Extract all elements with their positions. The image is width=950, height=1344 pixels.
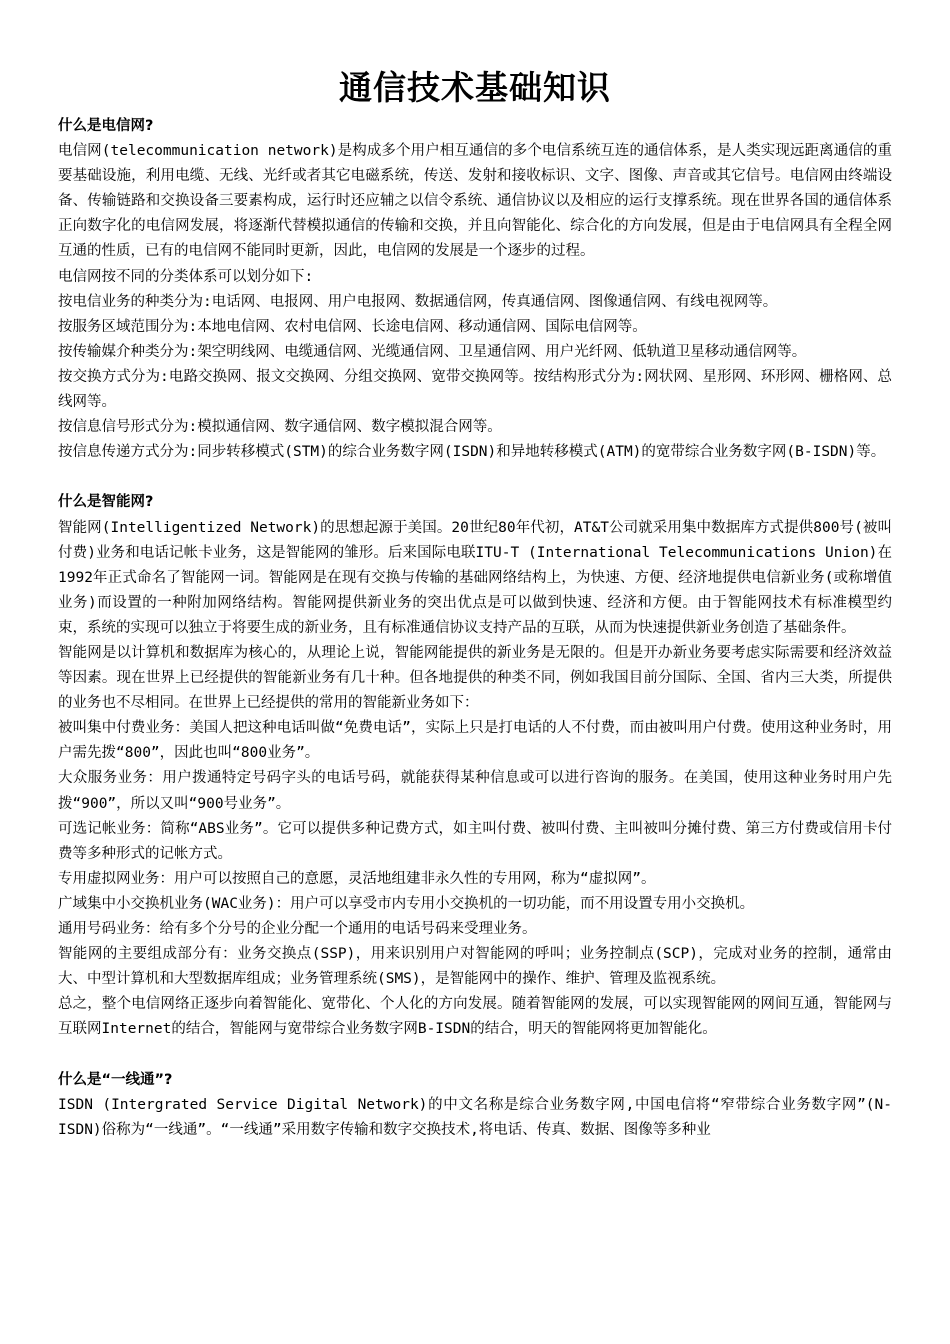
- paragraph: 专用虚拟网业务：用户可以按照自己的意愿，灵活地组建非永久性的专用网，称为“虚拟网”。: [58, 870, 656, 887]
- section-telecom-network: [58, 114, 892, 465]
- paragraph: 按传输媒介种类分为:架空明线网、电缆通信网、光缆通信网、卫星通信网、用户光纤网、低轨道卫星移动通信网等。: [58, 343, 807, 360]
- paragraph: 按信息信号形式分为:模拟通信网、数字通信网、数字模拟混合网等。: [58, 419, 502, 436]
- paragraph: 智能网是以计算机和数据库为核心的，从理论上说，智能网能提供的新业务是无限的。但是开办新业务要考虑实际需要和经济效益等因素。现在世界上已经提供的智能新业务有几十种。但各地提供的种类不同，例如我国目前分国际、全国、省内三大类，所提供的业务也不尽相同。在世界上已经提供的常用的智能新业务如下：: [58, 644, 892, 712]
- paragraph: 总之，整个电信网络正逐步向着智能化、宽带化、个人化的方向发展。随着智能网的发展，可以实现智能网的网间互通，智能网与互联网Internet的结合，智能网与宽带综合业务数字网B-ISDN的结合，明天的智能网将更加智能化。: [58, 996, 892, 1038]
- paragraph: 智能网(Intelligentized Network)的思想起源于美国。20世纪80年代初，AT&T公司就采用集中数据库方式提供800号(被叫付费)业务和电话记帐卡业务，这是智能网的雏形。后来国际电联ITU-T (International Telecommunications Union)在1992年正式命名了智能网一词。智能网是在现有交换与传输的基础网络结构上，为快速、方便、经济地提供电信新业务(或称增值业务)而设置的一种附加网络结构。智能网提供新业务的突出优点是可以做到快速、经济和方便。由于智能网技术有标准模型约束，系统的实现可以独立于将要生成的新业务，且有标准通信协议支持产品的互联，从而为快速提供新业务创造了基础条件。: [58, 519, 892, 636]
- paragraph: 按交换方式分为:电路交换网、报文交换网、分组交换网、宽带交换网等。按结构形式分为:网状网、星形网、环形网、栅格网、总线网等。: [58, 368, 892, 411]
- section-spacer: [58, 465, 892, 490]
- paragraph: 电信网按不同的分类体系可以划分如下:: [58, 268, 314, 285]
- document-page: [58, 64, 892, 1143]
- paragraph: 智能网的主要组成部分有：业务交换点(SSP)，用来识别用户对智能网的呼叫；业务控制点(SCP)，完成对业务的控制，通常由大、中型计算机和大型数据库组成；业务管理系统(SMS)，是智能网中的操作、维护、管理及监视系统。: [58, 946, 892, 988]
- paragraph: 大众服务业务：用户拨通特定号码字头的电话号码，就能获得某种信息或可以进行咨询的服务。在美国，使用这种业务时用户先拨“900”，所以又叫“900号业务”。: [58, 770, 892, 812]
- paragraph: 按服务区域范围分为:本地电信网、农村电信网、长途电信网、移动通信网、国际电信网等。: [58, 318, 647, 335]
- paragraph: 广域集中小交换机业务(WAC业务)：用户可以享受市内专用小交换机的一切功能，而不用设置专用小交换机。: [58, 895, 755, 912]
- section-heading: 什么是电信网?: [58, 118, 154, 134]
- section-intelligent-network: [58, 490, 892, 1042]
- section-heading: 什么是智能网?: [58, 494, 154, 511]
- paragraph: 电信网(telecommunication network)是构成多个用户相互通信的多个电信系统互连的通信体系，是人类实现远距离通信的重要基础设施，利用电缆、无线、光纤或者其它电磁系统，传送、发射和接收标识、文字、图像、声音或其它信号。电信网由终端设备、传输链路和交换设备三要素构成，运行时还应辅之以信令系统、通信协议以及相应的运行支撑系统。现在世界各国的通信体系正向数字化的电信网发展，将逐渐代替模拟通信的传输和交换，并且向智能化、综合化的方向发展，但是由于电信网具有全程全网互通的性质，已有的电信网不能同时更新，因此，电信网的发展是一个逐步的过程。: [58, 143, 892, 260]
- section-one-line: [58, 1068, 892, 1143]
- paragraph: ISDN (Intergrated Service Digital Network)的中文名称是综合业务数字网,中国电信将“窄带综合业务数字网”(N-ISDN)俗称为“一线通”。“一线通”采用数字传输和数字交换技术,将电话、传真、数据、图像等多种业: [58, 1096, 892, 1138]
- document-title: 通信技术基础知识: [339, 68, 611, 107]
- paragraph: 通用号码业务：给有多个分号的企业分配一个通用的电话号码来受理业务。: [58, 921, 537, 937]
- section-heading: 什么是“一线通”?: [58, 1071, 173, 1088]
- section-spacer: [58, 1042, 892, 1067]
- paragraph: 可选记帐业务：简称“ABS业务”。它可以提供多种记费方式，如主叫付费、被叫付费、主叫被叫分摊付费、第三方付费或信用卡付费等多种形式的记帐方式。: [58, 820, 892, 862]
- paragraph: 按电信业务的种类分为:电话网、电报网、用户电报网、数据通信网，传真通信网、图像通信网、有线电视网等。: [58, 293, 778, 310]
- paragraph: 按信息传递方式分为:同步转移模式(STM)的综合业务数字网(ISDN)和异地转移模式(ATM)的宽带综合业务数字网(B-ISDN)等。: [58, 444, 886, 461]
- paragraph: 被叫集中付费业务：美国人把这种电话叫做“免费电话”，实际上只是打电话的人不付费，而由被叫用户付费。使用这种业务时，用户需先拨“800”，因此也叫“800业务”。: [58, 720, 892, 762]
